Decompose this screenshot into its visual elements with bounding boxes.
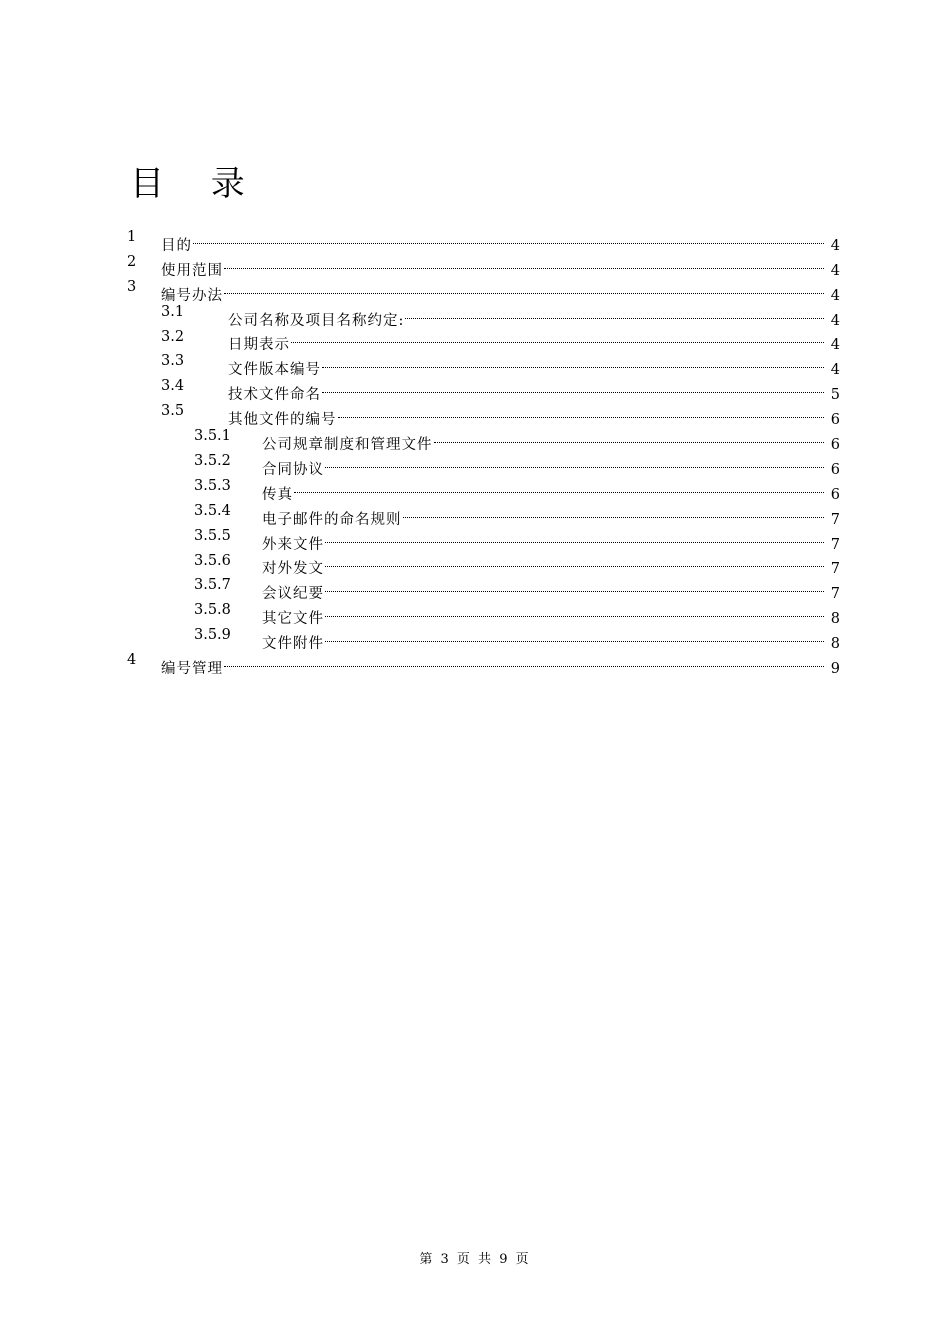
toc-entry-page: 4 bbox=[830, 262, 840, 279]
toc-entry-page: 5 bbox=[830, 387, 840, 404]
toc-entry bbox=[0, 499, 950, 528]
page-title: 目 录 bbox=[130, 164, 263, 204]
toc-dot-leader bbox=[294, 474, 824, 499]
toc-dot-leader bbox=[434, 424, 825, 449]
toc-entry bbox=[0, 300, 950, 329]
toc-entry bbox=[0, 573, 950, 603]
toc-entry-number: 3.5.5 bbox=[194, 527, 231, 544]
toc-dot-leader bbox=[224, 275, 824, 300]
toc-dot-leader bbox=[224, 250, 824, 275]
toc-entry-title: 会议纪要 bbox=[262, 586, 324, 603]
toc-entry-page: 8 bbox=[830, 636, 840, 653]
toc-dot-leader bbox=[325, 524, 824, 549]
toc-entry-number: 1 bbox=[127, 229, 137, 245]
toc-entry-page: 4 bbox=[830, 312, 840, 329]
toc-entry bbox=[0, 598, 950, 628]
toc-dot-leader bbox=[291, 325, 824, 350]
toc-dot-leader bbox=[193, 225, 824, 250]
toc-entry bbox=[0, 449, 950, 478]
toc-entry bbox=[0, 424, 950, 454]
toc-dot-leader bbox=[405, 300, 824, 325]
toc-entry-title: 对外发文 bbox=[262, 561, 324, 578]
toc-entry-title: 编号办法 bbox=[161, 287, 223, 304]
toc-entry bbox=[0, 524, 950, 553]
toc-entry-number: 3.4 bbox=[161, 378, 185, 395]
toc-entry-page: 7 bbox=[830, 586, 840, 603]
toc-entry bbox=[0, 250, 950, 279]
toc-entry-title: 传真 bbox=[262, 486, 293, 503]
toc-entry-page: 9 bbox=[830, 661, 840, 678]
toc-entry-number: 3.5.9 bbox=[194, 627, 231, 644]
toc-entry-number: 3.2 bbox=[161, 328, 185, 345]
toc-entry-page: 8 bbox=[830, 611, 840, 628]
toc-entry-page: 4 bbox=[830, 362, 840, 379]
toc-dot-leader bbox=[325, 573, 824, 598]
table-of-contents bbox=[0, 225, 950, 678]
toc-dot-leader bbox=[325, 623, 824, 648]
toc-entry-title: 编号管理 bbox=[161, 661, 223, 678]
toc-entry-number: 3.5.6 bbox=[194, 552, 231, 569]
toc-entry-title: 文件附件 bbox=[262, 636, 324, 653]
toc-entry bbox=[0, 474, 950, 503]
toc-entry-title: 合同协议 bbox=[262, 461, 324, 478]
toc-entry-number: 3.5.2 bbox=[194, 453, 231, 470]
toc-entry-number: 4 bbox=[127, 652, 137, 669]
page-footer: 第 3 页 共 9 页 bbox=[419, 1252, 531, 1267]
toc-entry-page: 6 bbox=[830, 437, 840, 454]
toc-entry-title: 其他文件的编号 bbox=[228, 412, 337, 429]
toc-entry-number: 3.5.7 bbox=[194, 577, 231, 594]
toc-entry-title: 使用范围 bbox=[161, 262, 223, 279]
toc-entry bbox=[0, 549, 950, 578]
toc-dot-leader bbox=[322, 374, 824, 399]
toc-entry-title: 电子邮件的命名规则 bbox=[262, 511, 402, 528]
toc-entry bbox=[0, 399, 950, 429]
toc-entry-page: 6 bbox=[830, 461, 840, 478]
toc-entry-page: 4 bbox=[830, 237, 840, 254]
toc-dot-leader bbox=[325, 449, 824, 474]
toc-entry-page: 6 bbox=[830, 486, 840, 503]
toc-entry-number: 3.5.3 bbox=[194, 477, 231, 494]
toc-entry-page: 7 bbox=[830, 536, 840, 553]
toc-dot-leader bbox=[403, 499, 825, 524]
toc-entry bbox=[0, 325, 950, 354]
toc-entry-number: 3.5 bbox=[161, 403, 185, 420]
toc-entry-title: 外来文件 bbox=[262, 536, 324, 553]
toc-entry-title: 目的 bbox=[161, 237, 192, 254]
toc-entry-number: 3.5.1 bbox=[194, 428, 231, 445]
toc-dot-leader bbox=[224, 648, 824, 673]
toc-entry bbox=[0, 374, 950, 404]
toc-entry bbox=[0, 225, 950, 254]
toc-entry bbox=[0, 349, 950, 379]
toc-entry-number: 2 bbox=[127, 253, 137, 270]
toc-dot-leader bbox=[338, 399, 825, 424]
toc-dot-leader bbox=[322, 349, 824, 374]
toc-entry-title: 日期表示 bbox=[228, 337, 290, 354]
toc-entry-number: 3.5.8 bbox=[194, 602, 231, 619]
toc-entry bbox=[0, 648, 950, 678]
toc-entry-page: 4 bbox=[830, 287, 840, 304]
toc-entry bbox=[0, 275, 950, 304]
toc-entry bbox=[0, 623, 950, 653]
toc-entry-title: 技术文件命名 bbox=[228, 387, 321, 404]
toc-entry-link[interactable] bbox=[161, 648, 840, 682]
toc-entry-page: 7 bbox=[830, 511, 840, 528]
toc-entry-title: 公司名称及项目名称约定: bbox=[228, 312, 405, 329]
toc-entry-number: 3.3 bbox=[161, 353, 185, 370]
toc-entry-number: 3.1 bbox=[161, 303, 185, 320]
toc-entry-title: 文件版本编号 bbox=[228, 362, 321, 379]
toc-entry-page: 4 bbox=[830, 337, 840, 354]
toc-dot-leader bbox=[325, 598, 824, 623]
toc-entry-page: 6 bbox=[830, 412, 840, 429]
toc-entry-title: 其它文件 bbox=[262, 611, 324, 628]
toc-entry-number: 3 bbox=[127, 278, 137, 295]
toc-entry-page: 7 bbox=[830, 561, 840, 578]
toc-entry-title: 公司规章制度和管理文件 bbox=[262, 437, 433, 454]
toc-dot-leader bbox=[325, 549, 824, 574]
toc-entry-number: 3.5.4 bbox=[194, 502, 231, 519]
